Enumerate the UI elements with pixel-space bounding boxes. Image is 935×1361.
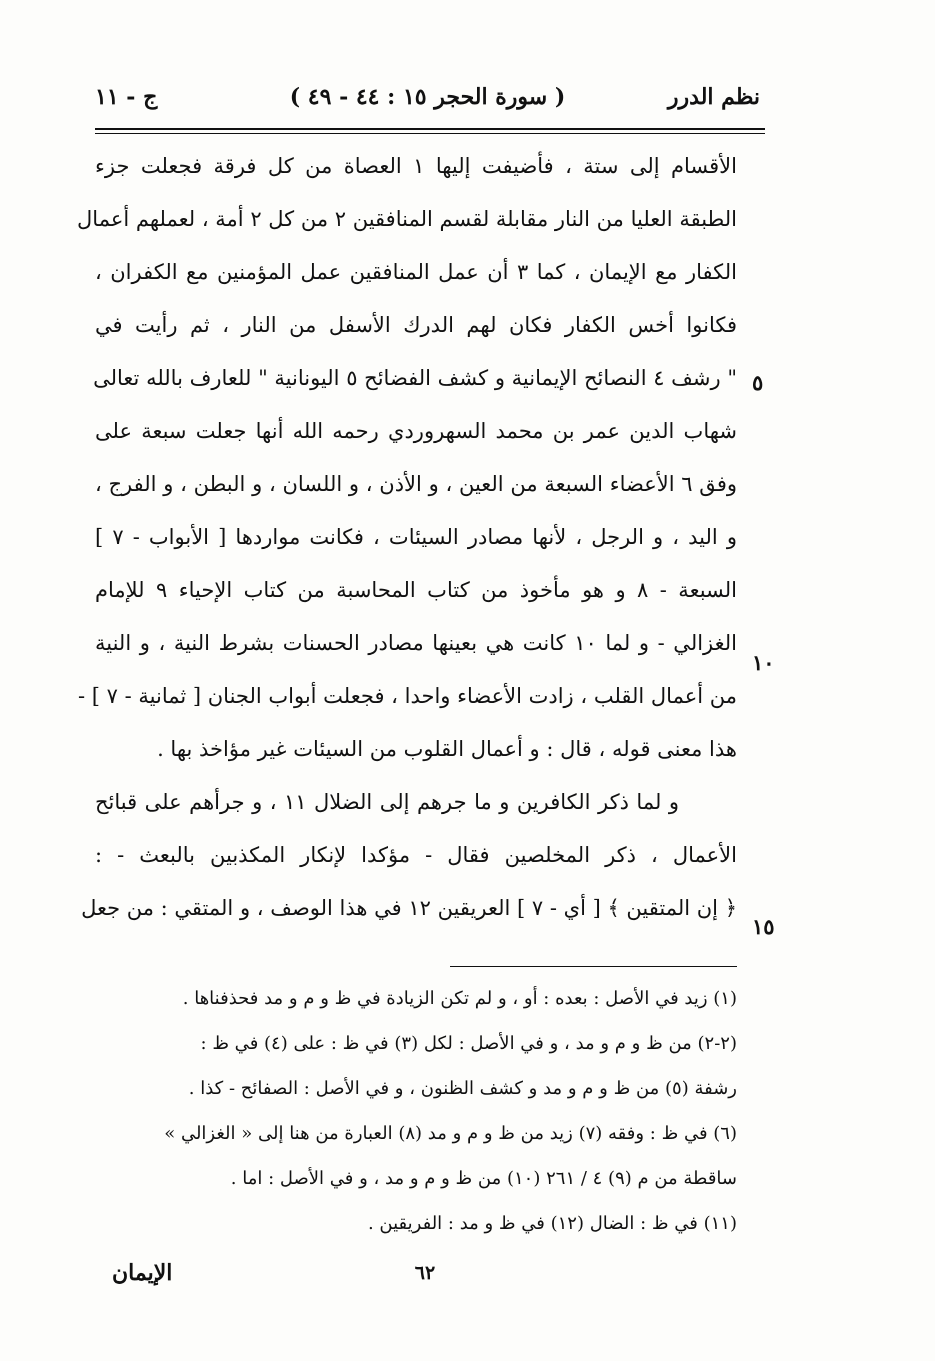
line-number-5: ٥ bbox=[752, 370, 764, 395]
text-line: و اليد ، و الرجل ، لأنها مصادر السيئات ، فكانت مواردها [ الأبواب - ٧ ] bbox=[95, 525, 737, 549]
text-line: الغزالي - و لما ١٠ كانت هي بعينها مصادر الحسنات بشرط النية ، و النية bbox=[95, 631, 737, 655]
text-line: و لما ذكر الكافرين و ما جرهم إلى الضلال ١١ ، و جرأهم على قبائح bbox=[95, 790, 679, 814]
text-line: من أعمال القلب ، زادت الأعضاء واحدا ، فجعلت أبواب الجنان [ ثمانية - ٧ ] - bbox=[78, 684, 737, 708]
text-line: فكانوا أخس الكفار فكان لهم الدرك الأسفل من النار ، ثم رأيت في bbox=[95, 313, 737, 337]
text-line: الأعمال ، ذكر المخلصين فقال - مؤكدا لإنكار المكذبين بالبعث - : bbox=[95, 843, 737, 867]
volume-label: ج - ١١ bbox=[95, 84, 158, 110]
footnote-line: (١١) في ظ : الضال (١٢) في ظ و مد : الفريقين . bbox=[367, 1213, 737, 1234]
book-title: نظم الدرر bbox=[667, 84, 760, 110]
text-line: شهاب الدين عمر بن محمد السهروردي رحمه الله أنها جعلت سبعة على bbox=[95, 419, 737, 443]
text-line: الكفار مع الإيمان ، كما ٣ أن عمل المنافقين عمل المؤمنين مع الكفران ، bbox=[95, 260, 737, 284]
text-line: وفق ٦ الأعضاء السبعة من العين ، و الأذن ، و اللسان ، و البطن ، و الفرج ، bbox=[95, 472, 737, 496]
text-line: الأقسام إلى ستة ، فأضيفت إليها ١ العصاة من كل فرقة فجعلت جزء bbox=[95, 154, 737, 178]
footnotes bbox=[95, 976, 737, 1246]
text-line: " رشف ٤ النصائح الإيمانية و كشف الفضائح ٥ اليونانية " للعارف بالله تعالى bbox=[93, 366, 737, 390]
footnote-separator bbox=[450, 966, 737, 967]
main-text bbox=[77, 140, 738, 935]
text-line: ﴿ إن المتقين ﴾ [ أي - ٧ ] العريقين ١٢ في هذا الوصف ، و المتقي : من جعل bbox=[81, 896, 737, 920]
page-number: ٦٢ bbox=[414, 1262, 436, 1284]
text-line: الطبقة العليا من النار مقابلة لقسم المنافقين ٢ من كل ٢ أمة ، لعملهم أعمال bbox=[77, 207, 737, 231]
footnote-line: رشفة (٥) من ظ و م و مد و كشف الظنون ، و في الأصل : الصفائح - كذا . bbox=[188, 1078, 737, 1099]
header-rule-thick bbox=[95, 128, 765, 130]
running-header bbox=[95, 84, 760, 124]
footnote-line: (١) زيد في الأصل : بعده : أو ، و لم تكن الزيادة في ظ و م و مد فحذفناها . bbox=[182, 988, 737, 1009]
footnote-line: (٢-٢) من ظ و م و مد ، و في الأصل : لكل (٣) في ظ : على (٤) في ظ : bbox=[200, 1033, 737, 1054]
line-number-10: ١٠ bbox=[752, 650, 775, 675]
footnote-line: (٦) في ظ : وفقه (٧) زيد من ظ و م و مد (٨) العبارة من هنا إلى « الغزالي » bbox=[164, 1123, 737, 1144]
text-line: هذا معنى قوله ، قال : و أعمال القلوب من السيئات غير مؤاخذ بها . bbox=[157, 737, 737, 761]
text-line: السبعة - ٨ و هو مأخوذ من كتاب المحاسبة من كتاب الإحياء ٩ للإمام bbox=[95, 578, 738, 602]
header-rule-thin bbox=[95, 133, 765, 134]
footnote-line: ساقطة من م (٩) ٤ / ٢٦١ (١٠) من ظ و م و مد ، و في الأصل : اما . bbox=[230, 1168, 737, 1189]
line-number-15: ١٥ bbox=[752, 914, 775, 939]
catchword: الإيمان bbox=[112, 1260, 173, 1286]
surah-range: ( سورة الحجر ١٥ : ٤٤ - ٤٩ ) bbox=[289, 84, 566, 110]
